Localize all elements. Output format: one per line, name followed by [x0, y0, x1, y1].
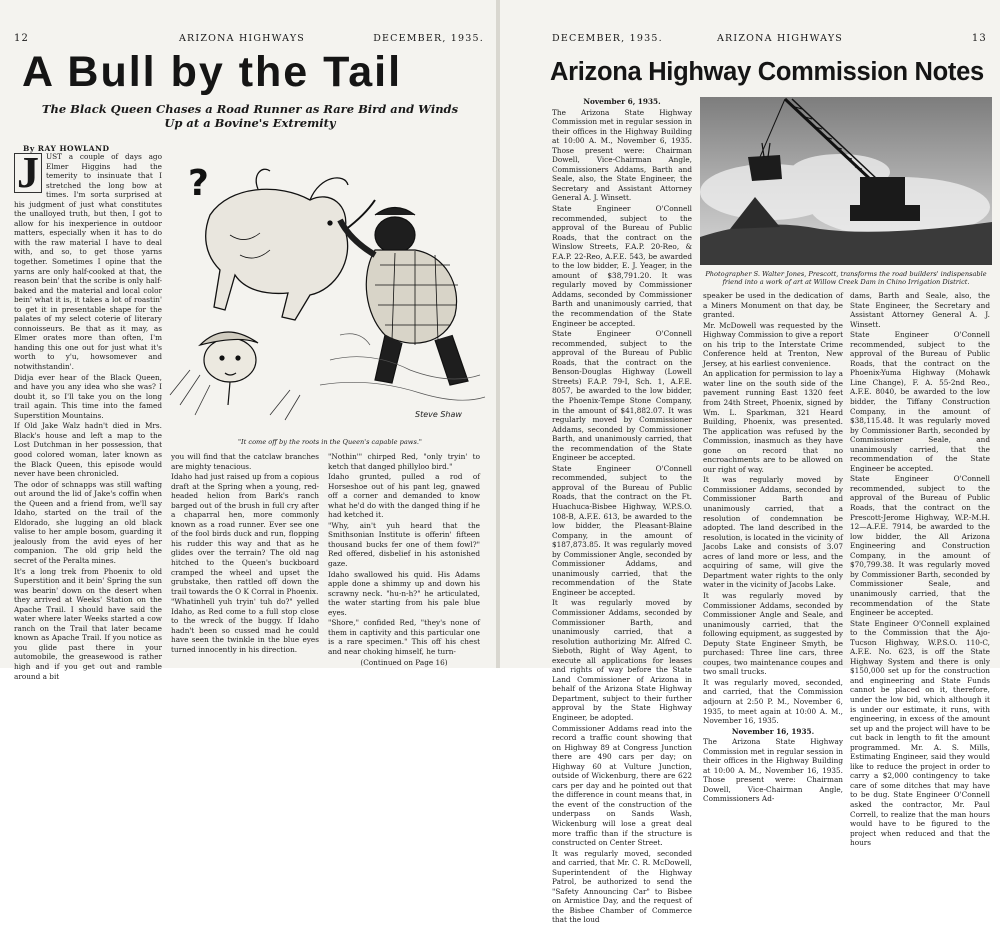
paragraph: An application for permission to lay a water line on the south side of the pavement running East 1320 feet from 24th Street, Phoenix, signed by Wm. L. Sparkman, 321 Heard Building, Phoenix, was presented. The application was refused by the Commission, inasmuch as they have gone on record that no encroachments are to be allowed on our right of way. [703, 369, 843, 474]
paragraph: speaker be used in the dedication of a Miners Monument on that day, be granted. [703, 291, 843, 320]
drop-cap: J [14, 153, 42, 193]
paragraph: It was regularly moved, seconded, and carried, that the Commission adjourn at 2:50 P. M., November 6, 1935, to meet again at 10:00 A. M., November 16, 1935. [703, 677, 843, 726]
paragraph: It was regularly moved by Commissioner Addams, seconded by Commissioner Barth, and unanimously carried, that a resolution authorizing Mr. Alfred C. Sieboth, Right of Way Agent, to execute all applications for leases and rights of way before the State Land Commissioner of Arizona in behalf of the Arizona State Highway Department, subject to their further approval by the State Highway Engineer, be adopted. [552, 598, 692, 722]
paragraph: you will find that the catclaw branches are mighty tenacious. [171, 452, 319, 471]
paragraph: "Why, ain't yuh heard that the Smithsonian Institute is offerin' fifteen thousand bucks fer one of them fowl?" Red offered, disbelief in his astonished gaze. [328, 520, 480, 569]
right-page [500, 0, 1000, 925]
paragraph: State Engineer O'Connell recommended, subject to the approval of the Bureau of Public Roads, that the contract on the Prescott-Jerome Highway, W.P.-M.H. 12—A.F.E. 7914, be awarded to the low bidder, the All Arizona Engineering and Construction Company, in the amount of $70,799.38. It was regularly moved by Commissioner Barth, seconded by Commissioner Seale, and unanimously carried, that the recommendation of the State Engineer be accepted. [850, 474, 990, 618]
paragraph: "Whatinhell yuh tryin' tuh do?" yelled Idaho, as Red come to a full stop close to the wreck of the buggy. If Idaho hadn't been so cussed mad he could have seen the twinkle in the blue eyes turned innocently in his direction. [171, 597, 319, 654]
question-mark-icon: ? [188, 163, 209, 204]
artist-signature: Steve Shaw [415, 410, 462, 419]
notes-column-1 [552, 96, 692, 925]
paragraph: It was regularly moved by Commissioner Addams, seconded by Commissioner Barth and unanimously carried, that a resolution of condemnation be adopted. The land described in the resolution, is located in the vicinity of Jacobs Lake and consists of 3.07 acres of land more or less, and the acquiring of same, will give the Department water rights to the only water in the vicinity of Jacobs Lake. [703, 475, 843, 590]
photo-caption: Photographer S. Walter Jones, Prescott, transforms the road builders' indispensable friend into a work of art at Willow Creek Dam in Chino Irrigation District. [705, 270, 987, 286]
article-column-3 [328, 452, 480, 668]
issue-date: DECEMBER, 1935. [552, 33, 663, 44]
paragraph: It was regularly moved, seconded and carried, that Mr. C. R. McDowell, Superintendent of the Highway Patrol, be authorized to send the "Safety Announcing Car" to Bisbee on Armistice Day, and the request of the Bisbee Chamber of Commerce that the loud [552, 848, 692, 925]
magazine-name: ARIZONA HIGHWAYS [717, 33, 844, 44]
meeting-date: November 16, 1935. [731, 726, 815, 736]
paragraph: UST a couple of days ago Elmer Higgins had the temerity to insinuate that I stretched the long bow at times. I'm sorta surprised at his judgment of just what constitutes the unalloyed truth, but then, I got to allow for his inexperience in outdoor matters, especially when it has to do with the raw material I have to deal with, and so, to get those yarns together. Sometimes I opine that the yarns are only half-cooked at that, the reason bein' that the scribe is only half-baked and the material and local color bein' what it is, it takes a lot of roastin' to get it in presentable shape for the palates of my select coterie of literary connoisseurs. Be that as it may, as Elmer orates more than often, I'm handing this one out for just what it's worth to y'u, howsomever and notwithstandin'. [14, 152, 162, 372]
magazine-name: ARIZONA HIGHWAYS [179, 33, 306, 44]
paragraph: Didja ever hear of the Black Queen, and have you any idea who she was? I doubt it, so I'll take you on the long trail again. This time into the famed Superstition Mountains. [14, 372, 162, 420]
paragraph: The odor of schnapps was still wafting out around the lid of Jake's coffin when the Queen and a friend from, we'll say Idaho, started on the trail of the Eldorado, she lugging an old black valise to her ample bosom, guarding it jealously from the avid eyes of her companion. The old grip held the secret of the Peralta mines. [14, 479, 162, 565]
paragraph: State Engineer O'Connell recommended, subject to the approval of the Bureau of Public Roads, that the contract on the Benson-Douglas Highway (Lowell Streets) F.A.P. 79-I, Sch. 1, A.F.E. 8057, be awarded to the low bidder, the Phoenix-Tempe Stone Company, in the amount of $41,882.07. It was regularly moved by Commissioner Addams, seconded by Commissioner Barth, and unanimously carried, that the recommendation of the State Engineer be accepted. [552, 329, 692, 463]
notes-column-2 [703, 291, 843, 804]
paragraph: The Arizona State Highway Commission met in regular session in their offices in the Highway Building at 10:00 A. M., November 6, 1935. Those present were: Chairman Dowell, Vice-Chairman Angle, Commissioners Addams, Barth and Seale, also, the State Engineer, the Secretary and Assistant Attorney General A. J. Winsett. [552, 107, 692, 203]
paragraph: It's a long trek from Phoenix to old Superstition and it bein' Spring the sun was bearin' down on the desert when they arrived at Weeks' Station on the Apache Trail. I should have said the water where later Weeks started a cow ranch on the Trail that later became known as Apache Trail. If you notice as you glide past there in your automobile, the greasewood is rather high and if you get out and ramble around a bit [14, 566, 162, 681]
page-number: 12 [14, 33, 30, 44]
paragraph: Idaho swallowed his quid. His Adams apple done a shimmy up and down his scrawny neck. "hu-n-h?" he articulated, the water starting from his pale blue eyes. [328, 569, 480, 617]
paragraph: Idaho grunted, pulled a rod of Horseshoe out of his pant leg, gnawed off a corner and demanded to know what he'd do with the danged thing if he had ketched it. [328, 472, 480, 520]
paragraph: dams, Barth and Seale, also, the State Engineer, the Secretary and Assistant Attorney General A. J. Winsett. [850, 291, 990, 329]
paragraph: If Old Jake Walz hadn't died in Mrs. Black's house and left a map to the Lost Dutchman in her possession, that good colored woman, later known as the Black Queen, this episode would never have been chronicled. [14, 421, 162, 479]
article-deck: The Black Queen Chases a Road Runner as Rare Bird and Winds Up at a Bovine's Extremity [41, 102, 459, 130]
paragraph: "Shore," confided Red, "they's none of them in captivity and this particular one is a rare specimen." This off his chest and near choking himself, he turn- [328, 618, 480, 656]
section-headline: Arizona Highway Commission Notes [550, 58, 984, 86]
notes-column-3 [850, 291, 990, 848]
article-column-2 [171, 452, 319, 657]
paragraph: Commissioner Addams read into the record a traffic count showing that on Highway 89 at Congress Junction there are 490 cars per day; on Highway 60 at Vulture Junction, outside of Wickenburg, there are 622 cars per day and he pointed out that the difference in count means that, in the event of the construction of the underpass on Sands Wash, Wickenburg will lose a great deal more traffic than if the structure is constructed on Center Street. [552, 723, 692, 848]
article-headline: A Bull by the Tail [22, 48, 403, 96]
paragraph: State Engineer O'Connell explained to the Commission that the Ajo-Tucson Highway, W.P.S.O. 110-C, A.F.E. No. 623, is off the State Highway System and there is only $150,000 set up for the construction and engineering and State Funds cannot be placed on it, therefore, under the low bid, which although it is under our estimate, it runs, with engineering, in excess of the amount set up and the project will have to be cut back in length to fit the amount programmed. Mr. A. S. Mills, Estimating Engineer, said they would like to reduce the project in order to carry a $2,000 contingency to take care of some ditches that may have to be dug. State Engineer O'Connell asked the contractor, Mr. Paul Correll, to realize that the man hours would have to be figured to the project when reduced and that the hours [850, 618, 990, 848]
cartoon-illustration [170, 145, 488, 435]
steam-shovel-photo [700, 97, 992, 265]
left-page [0, 0, 496, 681]
paragraph: State Engineer O'Connell recommended, subject to the approval of the Bureau of Public Roads, that the contract on the Ft. Huachuca-Bisbee Highway, W.P.S.O. 108-B, A.F.E. 613, be awarded to the low bidder, the Pleasant-Blaine Company, in the amount of $187,873.85. It was regularly moved by Commissioner Angle, seconded by Commissioner Addams, and unanimously carried, that the recommendation of the State Engineer be accepted. [552, 463, 692, 597]
paragraph: "Nothin'" chirped Red, "only tryin' to ketch that danged phillyloo bird." [328, 452, 480, 471]
illustration-caption: "It come off by the roots in the Queen's capable paws." [238, 438, 422, 446]
byline: By RAY HOWLAND [23, 144, 110, 153]
paragraph: It was regularly moved by Commissioner Addams, seconded by Commissioner Angle and Seale, and unanimously carried, that the following equipment, as suggested by Deputy State Engineer Smyth, be purchased: Three line cars, three coupes, two maintenance coupes and two small trucks. [703, 590, 843, 677]
continued-note: (Continued on Page 16) [360, 658, 448, 668]
meeting-date: November 6, 1935. [583, 97, 661, 106]
paragraph: Mr. McDowell was requested by the Highway Commission to give a report on his trip to the Interstate Crime Conference held at Trenton, New Jersey, at his earliest convenience. [703, 320, 843, 368]
paragraph: The Arizona State Highway Commission met in regular session in their offices in the Highway Building at 10:00 A. M., November 16, 1935. Those present were: Chairman Dowell, Vice-Chairman Angle, Commissioners Ad- [703, 737, 843, 804]
paragraph: State Engineer O'Connell recommended, subject to the approval of the Bureau of Public Roads, that the contract on the Winslow Streets, F.A.P. 20-Reo, & F.A.P. 22-Reo, A.F.E. 543, be awarded to the low bidder, E. J. Yeager, in the amount of $38,791.20. It was regularly moved by Commissioner Addams, seconded by Commissioner Barth and unanimously carried, that the recommendation of the State Engineer be accepted. [552, 204, 692, 328]
paragraph: Idaho had just raised up from a copious draft at the Spring when a young, red-headed helion from Bark's ranch barged out of the brush in full cry after a chaparral hen, more commonly known as a road runner. Ever see one of the fool birds duck and run, flopping his rudder this way and that as he glides over the terrain? The old nag hitched to the Queen's buckboard cramped the wheel and upset the grubstake, then rattled off down the trail towards the O K Corral in Phoenix. [171, 472, 319, 596]
paragraph: State Engineer O'Connell recommended, subject to the approval of the Bureau of Public Roads, that the contract on the Phoenix-Yuma Highway (Mohawk Line Change), F. A. 55-2nd Reo., A.F.E. 8040, be awarded to the low bidder, the Tiffany Construction Company, in the amount of $38,115.48. It was regularly moved by Commissioner Barth, seconded by Commissioner Seale, and unanimously carried, that the recommendation of the State Engineer be accepted. [850, 330, 990, 473]
page-number: 13 [971, 33, 987, 44]
issue-date: DECEMBER, 1935. [373, 33, 484, 44]
